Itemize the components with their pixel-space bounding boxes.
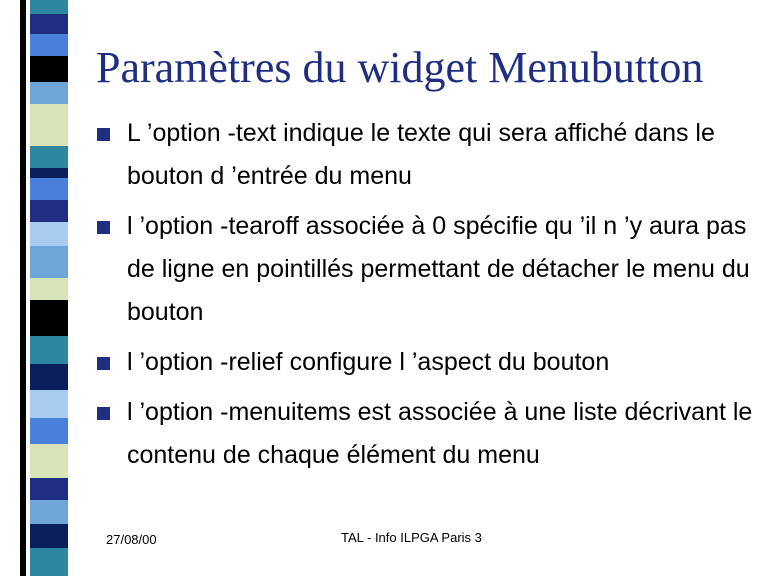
stripe [30, 0, 68, 14]
stripe [30, 364, 68, 390]
stripe-edge [68, 0, 72, 576]
stripe [30, 34, 68, 56]
footer-date: 27/08/00 [106, 532, 157, 547]
bullet-item [96, 205, 756, 334]
stripe [30, 390, 68, 418]
stripe [30, 104, 68, 146]
stripe [30, 418, 68, 444]
square-bullet-icon [97, 407, 110, 420]
square-bullet-icon [97, 221, 110, 234]
bullet-item [96, 112, 756, 198]
square-bullet-icon [97, 128, 110, 141]
footer-center-text: TAL - Info ILPGA Paris 3 [341, 530, 482, 545]
slide-title: Paramètres du widget Menubutton [96, 43, 704, 92]
stripe [30, 300, 68, 336]
stripe [30, 222, 68, 246]
stripe [30, 56, 68, 82]
bullet-text: l ’option -relief configure l ’aspect du bouton [127, 348, 610, 376]
decorative-stripe-bar [0, 0, 72, 576]
stripe [30, 246, 68, 278]
stripe [30, 524, 68, 548]
stripe [30, 14, 68, 34]
stripe [30, 478, 68, 500]
stripe [30, 500, 68, 524]
stripe [30, 178, 68, 200]
bullet-list [96, 112, 756, 484]
stripe [30, 548, 68, 576]
stripe [30, 200, 68, 222]
bullet-item [96, 391, 756, 477]
stripe [30, 336, 68, 364]
stripe [30, 444, 68, 478]
bullet-text: l ’option -menuitems est associée à une liste décrivant le contenu de chaque élément du menu [127, 398, 753, 469]
stripe [30, 146, 68, 168]
bullet-text: l ’option -tearoff associée à 0 spécifie qu ’il n ’y aura pas de ligne en pointillés permettant de détacher le menu du bouton [127, 212, 750, 326]
stripe [30, 278, 68, 300]
stripe [30, 82, 68, 104]
square-bullet-icon [97, 357, 110, 370]
bullet-item [96, 341, 756, 384]
stripe [30, 168, 68, 178]
bullet-text: L ’option -text indique le texte qui sera affiché dans le bouton d ’entrée du menu [127, 119, 715, 190]
